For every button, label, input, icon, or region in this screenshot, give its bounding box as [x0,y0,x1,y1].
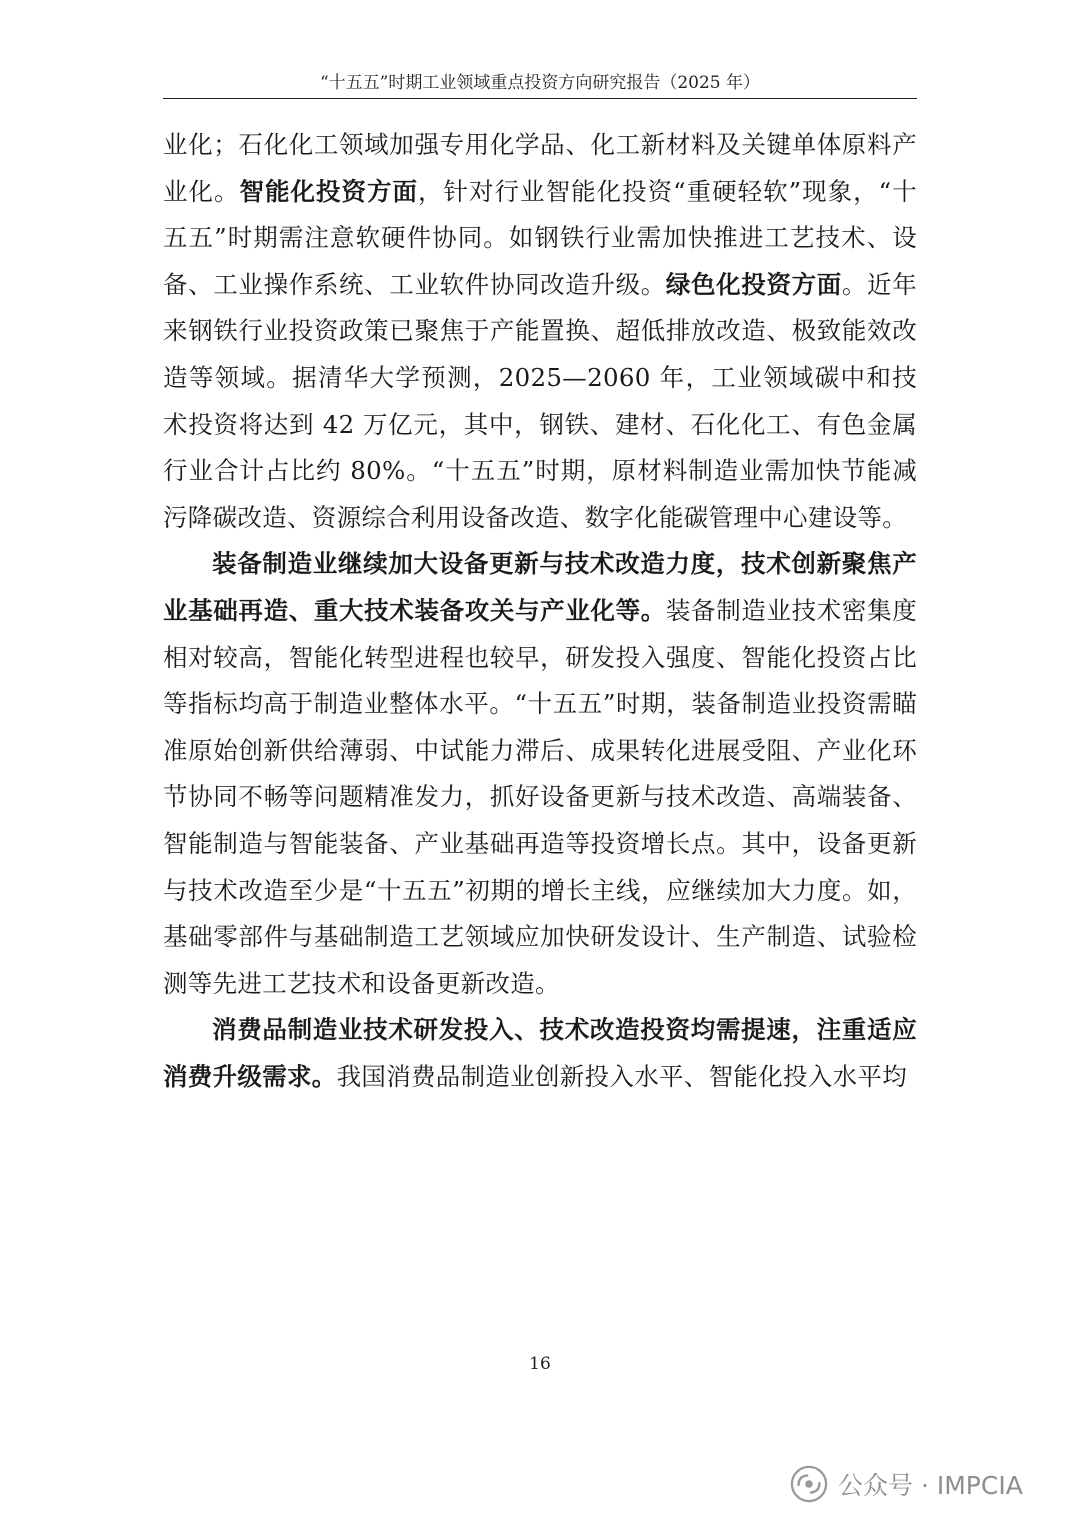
body-text [163,122,917,1100]
text-run: 。近年来钢铁行业投资政策已聚焦于产能置换、超低排放改造、极致能效改造等领域。据清华大学预测，2025—2060 年，工业领域碳中和技术投资将达到 42 万亿元，其中，钢铁、建材、石化化工、有色金属行业合计占比约 80%。“十五五”时期，原材料制造业需加快节能减污降碳改造、资源综合利用设备改造、数字化能碳管理中心建设等。 [163,269,917,532]
bold-run: 智能化投资方面 [239,176,419,206]
wechat-official-account-icon [790,1465,828,1503]
paragraph-2 [163,541,917,1007]
text-run: ，针对行业智能化投资“重硬轻软”现象，“十五五”时期需注意软硬件协同。如钢铁行业需加快推进工艺技术、设备、工业操作系统、工业软件协同改造升级。 [163,176,917,299]
header-divider [163,98,917,99]
paragraph-1 [163,122,917,541]
text-run: 业化；石化化工领域加强专用化学品、化工新材料及关键单体原料产业化。 [163,130,917,206]
bold-run: 绿色化投资方面 [665,269,842,299]
paragraph-3 [163,1007,917,1100]
report-title: “十五五”时期工业领域重点投资方向研究报告（2025 年） [319,73,761,93]
bold-run: 装备制造业继续加大设备更新与技术改造力度，技术创新聚焦产业基础再造、重大技术装备攻关与产业化等。 [163,549,917,625]
page-number: 16 [529,1354,551,1374]
text-run: 我国消费品制造业创新投入水平、智能化投入水平均 [336,1061,908,1091]
watermark-text: 公众号 · IMPCIA [838,1471,1023,1500]
page-header [163,68,917,98]
text-run: 装备制造业技术密集度相对较高，智能化转型进程也较早，研发投入强度、智能化投资占比等指标均高于制造业整体水平。“十五五”时期，装备制造业投资需瞄准原始创新供给薄弱、中试能力滞后、成果转化进展受阻、产业化环节协同不畅等问题精准发力，抓好设备更新与技术改造、高端装备、智能制造与智能装备、产业基础再造等投资增长点。其中，设备更新与技术改造至少是“十五五”初期的增长主线，应继续加大力度。如，基础零部件与基础制造工艺领域应加快研发设计、生产制造、试验检测等先进工艺技术和设备更新改造。 [163,595,918,998]
bold-run: 消费品制造业技术研发投入、技术改造投资均需提速，注重适应消费升级需求。 [163,1015,917,1091]
watermark [790,1460,1023,1508]
